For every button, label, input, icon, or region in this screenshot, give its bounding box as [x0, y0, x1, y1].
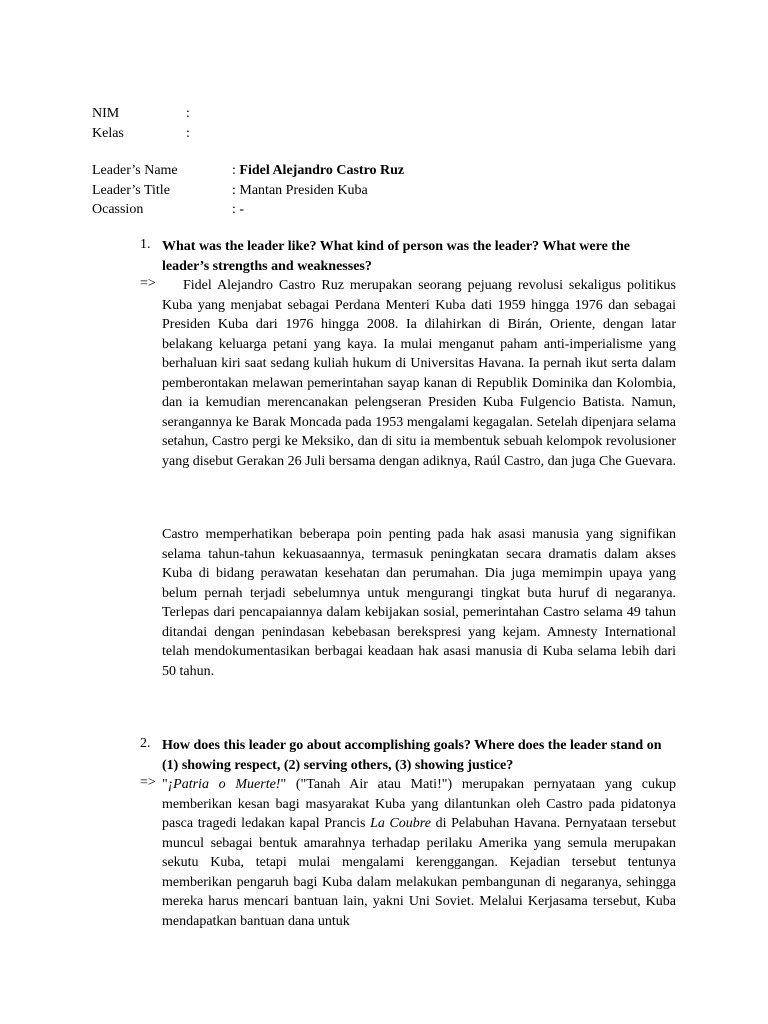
- answer-1-paragraph-1: Fidel Alejandro Castro Ruz merupakan seorang pejuang revolusi sekaligus politikus Kuba yang menjabat sebagai Perdana Menteri Kuba dati 1959 hingga 1976 dan sebagai Presiden Kuba dari 1976 hingga 2008. Ia dilahirkan di Birán, Oriente, dengan latar belakang keluarga petani yang kaya. Ia mulai menganut paham anti-imperialisme yang berhaluan kiri saat sedang kuliah hukum di Universitas Havana. Ia pernah ikut serta dalam pemberontakan melawan pemerintahan sayap kanan di Republik Dominika dan Kolombia, dan ia kemudian merencanakan pelengseran Presiden Kuba Fulgencio Batista. Namun, serangannya ke Barak Moncada pada 1953 mengalami kegagalan. Setelah dipenjara selama setahun, Castro pergi ke Meksiko, dan di situ ia membentuk sebuah kelompok revolusioner yang disebut Gerakan 26 Juli bersama dengan adiknya, Raúl Castro, dan juga Che Guevara.: [162, 278, 676, 469]
- ship-name: La Coubre: [370, 816, 431, 831]
- leader-title-value: : Mantan Presiden Kuba: [232, 182, 368, 198]
- quote-open: ": [162, 777, 168, 792]
- occasion-label: Ocassion: [92, 202, 144, 217]
- occasion-value: : -: [232, 202, 245, 217]
- question-2-text: How does this leader go about accomplishing goals? Where does the leader stand on (1) showing respect, (2) serving others, (3) showing justice?: [162, 738, 662, 773]
- header-fields: [92, 104, 692, 220]
- occasion-row: [92, 200, 692, 220]
- quote-italic: ¡Patria o Muerte!: [167, 777, 281, 792]
- answer-2-arrow: =>: [140, 775, 156, 790]
- leader-name-value: [232, 161, 404, 181]
- kelas-label: Kelas: [92, 125, 124, 141]
- leader-name-row: [92, 161, 692, 181]
- question-2-number: 2.: [140, 736, 151, 751]
- leader-name-text: Fidel Alejandro Castro Ruz: [239, 163, 405, 178]
- quote-rest: " ("Tanah Air atau Mati!") merupakan pernyataan yang cukup memberikan kesan bagi masyarakat Kuba yang dilantunkan oleh Castro pada pidatonya pasca tragedi ledakan kapal Prancis: [162, 777, 676, 831]
- question-1-number: 1.: [140, 237, 151, 252]
- leader-name-colon: :: [232, 163, 236, 178]
- answer-1-paragraph-2: Castro memperhatikan beberapa poin penting pada hak asasi manusia yang signifikan selama tahun-tahun kekuasaannya, termasuk peningkatan secara dramatis dalam akses Kuba di bidang perawatan kesehatan dan perumahan. Dia juga memimpin upaya yang belum pernah terjadi sebelumnya untuk mengurangi tingkat buta huruf di negaranya. Terlepas dari pencapaiannya dalam kebijakan sosial, pemerintahan Castro selama 49 tahun ditandai dengan penindasan kebebasan berekspresi yang kejam. Amnesty International telah mendokumentasikan berbagai keadaan hak asasi manusia di Kuba selama lebih dari 50 tahun.: [162, 527, 676, 679]
- after-ship: di Pelabuhan Havana. Pernyataan tersebut muncul sebagai bentuk amarahnya terhadap perilaku Amerika yang semula merupakan sekutu Kuba, tetapi mulai mengalami kerenggangan. Kejadian tersebut tentunya memberikan pengaruh bagi Kuba dalam melakukan pembangunan di negaranya, sehingga mereka harus mencari bantuan lain, yakni Uni Soviet. Melalui Kerjasama tersebut, Kuba mendapatkan bantuan dana untuk: [162, 816, 676, 929]
- kelas-colon: :: [186, 125, 190, 141]
- question-1-text: What was the leader like? What kind of person was the leader? What were the leader’s strengths and weaknesses?: [162, 239, 630, 274]
- leader-title-row: [92, 181, 692, 201]
- nim-colon: :: [186, 106, 190, 121]
- leader-title-label: Leader’s Title: [92, 182, 170, 198]
- answer-2-paragraph-1: [162, 775, 676, 931]
- leader-name-label: Leader’s Name: [92, 163, 178, 178]
- kelas-row: [92, 124, 692, 144]
- nim-label: NIM: [92, 106, 120, 121]
- nim-row: [92, 104, 692, 124]
- answer-1-arrow: =>: [140, 276, 156, 291]
